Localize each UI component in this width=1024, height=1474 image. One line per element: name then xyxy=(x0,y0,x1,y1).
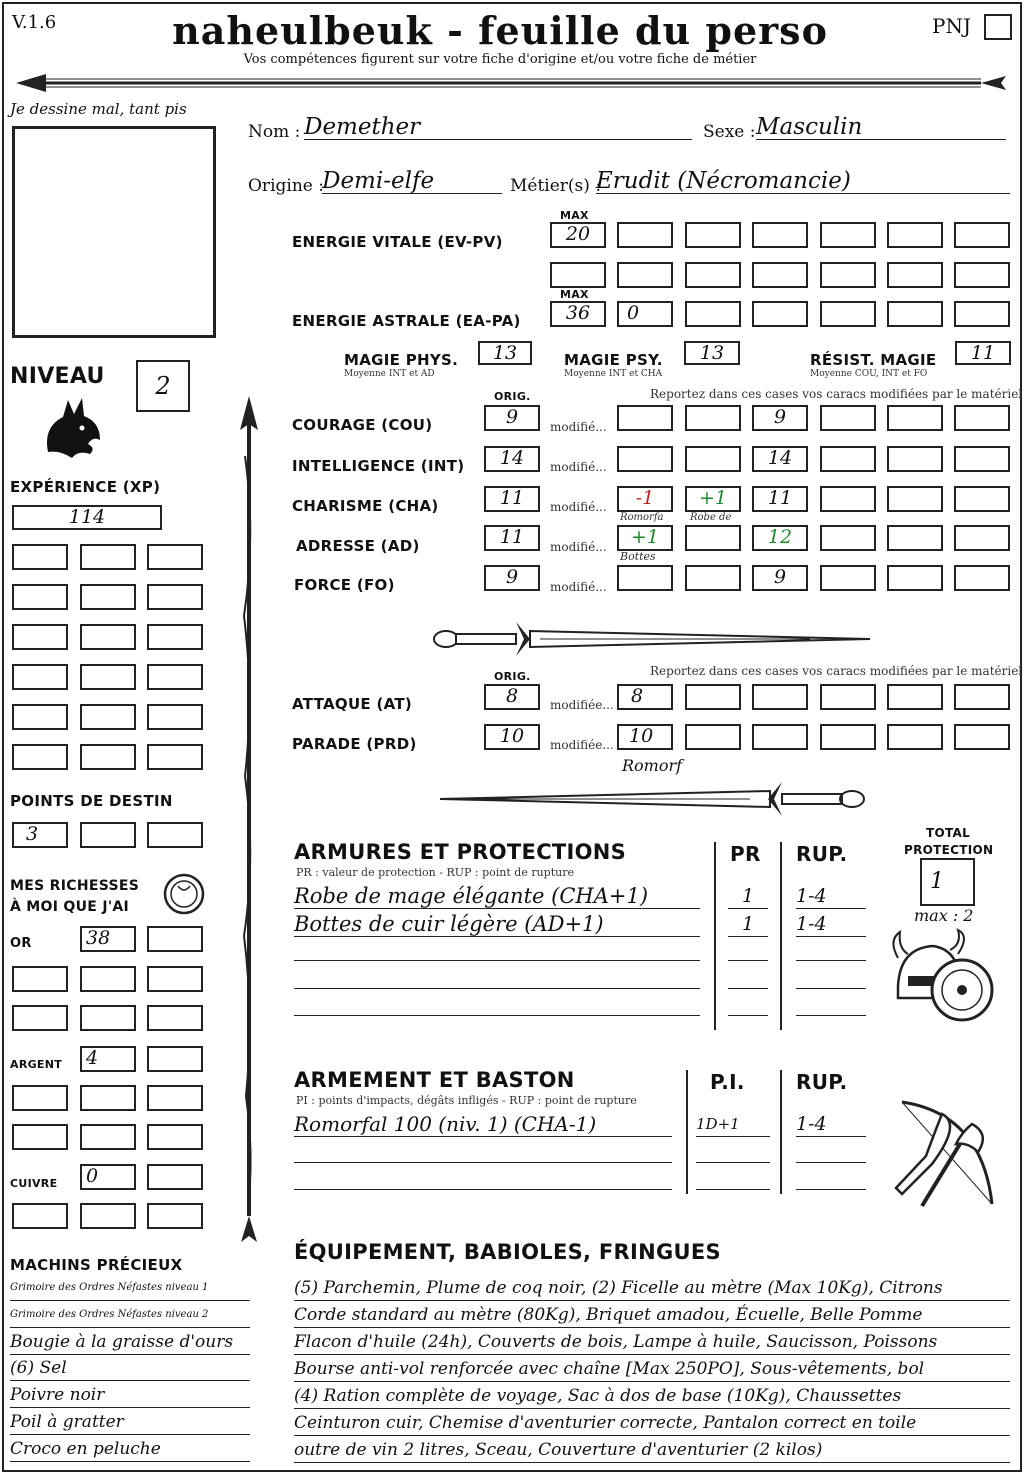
gold-box[interactable] xyxy=(147,1005,203,1031)
equipment-line[interactable]: (5) Parchemin, Plume de coq noir, (2) Ficelle au mètre (Max 10Kg), Citrons xyxy=(294,1276,1010,1301)
silver-box[interactable] xyxy=(147,1085,203,1111)
armor-col-divider xyxy=(780,842,782,1030)
ev-box[interactable] xyxy=(954,222,1010,248)
xp-grid-box[interactable] xyxy=(147,624,203,650)
precious-item[interactable]: Croco en peluche xyxy=(10,1437,250,1462)
armor-item-pr[interactable]: 1 xyxy=(728,884,768,909)
int-mod-box[interactable] xyxy=(685,446,741,472)
prd-orig-box[interactable]: 10 xyxy=(484,724,540,750)
spear-divider-icon xyxy=(6,66,1018,100)
armor-blank-line[interactable] xyxy=(796,960,866,961)
ad-orig-box[interactable]: 11 xyxy=(484,525,540,551)
cha-orig-box[interactable]: 11 xyxy=(484,486,540,512)
sex-label: Sexe : xyxy=(703,122,756,142)
ea-label: ENERGIE ASTRALE (EA-PA) xyxy=(292,312,521,330)
ad-final-box[interactable]: 12 xyxy=(752,525,808,551)
job-field[interactable]: Erudit (Nécromancie) xyxy=(596,168,1010,194)
prd-mod-note: Romorf xyxy=(622,756,683,775)
portrait-box[interactable] xyxy=(12,126,216,338)
stats-report-note: Reportez dans ces cases vos caracs modifiées par le matériel xyxy=(650,387,1023,401)
armor-item-pr[interactable]: 1 xyxy=(728,912,768,937)
cha-label: CHARISME (CHA) xyxy=(292,497,439,515)
magic-phys-label: MAGIE PHYS. xyxy=(344,351,459,369)
equipment-line[interactable]: (4) Ration complète de voyage, Sac à dos de base (10Kg), Chaussettes xyxy=(294,1384,1010,1409)
magic-psy-box[interactable]: 13 xyxy=(684,341,740,365)
pnj-checkbox[interactable] xyxy=(984,14,1012,40)
armor-blank-line[interactable] xyxy=(294,988,700,989)
int-mod-box[interactable] xyxy=(887,446,943,472)
ea-max-box[interactable]: 36 xyxy=(550,301,606,327)
int-mod-box[interactable] xyxy=(954,446,1010,472)
ev-box[interactable] xyxy=(685,222,741,248)
ea-box[interactable] xyxy=(752,301,808,327)
magic-psy-label: MAGIE PSY. xyxy=(564,351,663,369)
int-orig-box[interactable]: 14 xyxy=(484,446,540,472)
xp-grid-box[interactable] xyxy=(12,584,68,610)
silver-box[interactable] xyxy=(80,1124,136,1150)
ea-box[interactable] xyxy=(820,301,876,327)
xp-grid-box[interactable] xyxy=(80,744,136,770)
level-box[interactable]: 2 xyxy=(136,360,190,412)
copper-box[interactable] xyxy=(80,1203,136,1229)
spear-icon xyxy=(232,396,266,1252)
ad-mod-box[interactable] xyxy=(820,525,876,551)
sex-field[interactable]: Masculin xyxy=(756,114,1006,140)
fo-label: FORCE (FO) xyxy=(294,576,395,594)
prd-mod-box[interactable]: 10 xyxy=(617,724,673,750)
subtitle: Vos compétences figurent sur votre fiche d'origine et/ou votre fiche de métier xyxy=(243,52,757,67)
at-mod-box[interactable] xyxy=(752,684,808,710)
prd-modif-label: modifiée... xyxy=(550,738,614,752)
magic-psy-note: Moyenne INT et CHA xyxy=(564,369,663,379)
gold-box[interactable]: 38 xyxy=(80,926,136,952)
prd-mod-box[interactable] xyxy=(685,724,741,750)
armor-blank-line[interactable] xyxy=(294,1015,700,1016)
crossed-weapons-icon xyxy=(882,1094,1006,1214)
equipment-line[interactable]: Flacon d'huile (24h), Couverts de bois, Lampe à huile, Saucisson, Poissons xyxy=(294,1330,1010,1355)
precious-item[interactable]: Poil à gratter xyxy=(10,1410,250,1435)
weapon-item-rup[interactable]: 1-4 xyxy=(796,1112,866,1137)
weapon-blank-line[interactable] xyxy=(796,1189,866,1190)
weapons-pi-header: P.I. xyxy=(710,1070,745,1094)
dragon-icon xyxy=(38,392,108,462)
armor-blank-line[interactable] xyxy=(728,988,768,989)
fo-mod-box[interactable] xyxy=(820,565,876,591)
precious-label: MACHINS PRÉCIEUX xyxy=(10,1256,183,1274)
copper-box[interactable] xyxy=(147,1164,203,1190)
at-mod-box[interactable] xyxy=(887,684,943,710)
cha-mod-box[interactable] xyxy=(820,486,876,512)
prd-mod-box[interactable] xyxy=(752,724,808,750)
total-protection-box[interactable]: 1 xyxy=(920,858,975,906)
gold-box[interactable] xyxy=(80,966,136,992)
weapon-blank-line[interactable] xyxy=(696,1162,770,1163)
weapon-blank-line[interactable] xyxy=(696,1189,770,1190)
armor-title: ARMURES ET PROTECTIONS xyxy=(294,840,627,864)
xp-grid-box[interactable] xyxy=(12,744,68,770)
weapon-blank-line[interactable] xyxy=(294,1162,672,1163)
silver-label: ARGENT xyxy=(10,1058,63,1071)
armor-col-divider xyxy=(714,842,716,1030)
xp-grid-box[interactable] xyxy=(147,544,203,570)
precious-item[interactable]: Grimoire des Ordres Néfastes niveau 2 xyxy=(10,1303,250,1328)
destiny-box[interactable] xyxy=(80,822,136,848)
copper-box[interactable] xyxy=(147,1203,203,1229)
cha-final-box[interactable]: 11 xyxy=(752,486,808,512)
ev-box[interactable] xyxy=(820,222,876,248)
xp-grid-box[interactable] xyxy=(80,704,136,730)
xp-grid-box[interactable] xyxy=(80,584,136,610)
equipment-line[interactable]: Bourse anti-vol renforcée avec chaîne [Max 250PO], Sous-vêtements, bol xyxy=(294,1357,1010,1382)
coin-icon xyxy=(162,872,206,916)
ev-box[interactable] xyxy=(887,222,943,248)
ev-max-box[interactable]: 20 xyxy=(550,222,606,248)
armor-blank-line[interactable] xyxy=(796,1015,866,1016)
armor-note: PR : valeur de protection - RUP : point de rupture xyxy=(296,866,574,879)
ad-modif-label: modifié... xyxy=(550,540,607,554)
fo-mod-box[interactable] xyxy=(685,565,741,591)
copper-box[interactable]: 0 xyxy=(80,1164,136,1190)
cou-final-box[interactable]: 9 xyxy=(752,405,808,431)
combat-report-note: Reportez dans ces cases vos caracs modifiées par le matériel xyxy=(650,664,1023,678)
armor-pr-header: PR xyxy=(730,842,761,866)
gold-box[interactable] xyxy=(12,966,68,992)
total-protection-label-1: TOTAL xyxy=(926,826,971,840)
combat-orig-label: ORIG. xyxy=(494,670,531,683)
job-label: Métier(s) : xyxy=(510,176,602,196)
armor-blank-line[interactable] xyxy=(728,960,768,961)
xp-label: EXPÉRIENCE (XP) xyxy=(10,478,161,496)
ad-mod-box[interactable] xyxy=(887,525,943,551)
destiny-box[interactable]: 3 xyxy=(12,822,68,848)
silver-box[interactable] xyxy=(147,1124,203,1150)
weapon-blank-line[interactable] xyxy=(796,1162,866,1163)
cha-mod-note: Romorfa xyxy=(620,512,664,523)
ea-max-label: MAX xyxy=(560,288,589,301)
at-orig-box[interactable]: 8 xyxy=(484,684,540,710)
gold-box[interactable] xyxy=(147,966,203,992)
name-label: Nom : xyxy=(248,122,301,142)
cha-modif-label: modifié... xyxy=(550,500,607,514)
at-mod-box[interactable]: 8 xyxy=(617,684,673,710)
name-field[interactable]: Demether xyxy=(304,114,692,140)
fo-orig-box[interactable]: 9 xyxy=(484,565,540,591)
portrait-caption: Je dessine mal, tant pis xyxy=(10,100,187,118)
cha-mod-note: Robe de xyxy=(690,512,732,523)
int-modif-label: modifié... xyxy=(550,460,607,474)
cou-mod-box[interactable] xyxy=(887,405,943,431)
ad-mod-box[interactable]: +1 xyxy=(617,525,673,551)
prd-mod-box[interactable] xyxy=(887,724,943,750)
gold-box[interactable] xyxy=(80,1005,136,1031)
xp-grid-box[interactable] xyxy=(80,624,136,650)
ev-box[interactable] xyxy=(752,262,808,288)
xp-grid-box[interactable] xyxy=(80,544,136,570)
cha-mod-box[interactable]: -1 xyxy=(617,486,673,512)
armor-blank-line[interactable] xyxy=(728,1015,768,1016)
silver-box[interactable] xyxy=(80,1085,136,1111)
xp-grid-box[interactable] xyxy=(12,544,68,570)
at-mod-box[interactable] xyxy=(820,684,876,710)
cou-orig-box[interactable]: 9 xyxy=(484,405,540,431)
equipment-line[interactable]: outre de vin 2 litres, Sceau, Couverture d'aventurier (2 kilos) xyxy=(294,1438,1010,1463)
ea-box[interactable] xyxy=(954,301,1010,327)
at-modif-label: modifiée... xyxy=(550,698,614,712)
armor-item-rup[interactable]: 1-4 xyxy=(796,912,866,937)
wealth-label-2: À MOI QUE J'AI xyxy=(10,899,130,915)
max-protection-note: max : 2 xyxy=(914,906,974,925)
weapons-col-divider xyxy=(780,1070,782,1194)
prd-label: PARADE (PRD) xyxy=(292,735,417,753)
armor-item-name[interactable]: Robe de mage élégante (CHA+1) xyxy=(294,884,700,909)
magic-resist-box[interactable]: 11 xyxy=(955,341,1011,365)
silver-box[interactable] xyxy=(147,1046,203,1072)
armor-rup-header: RUP. xyxy=(796,842,848,866)
precious-item[interactable]: (6) Sel xyxy=(10,1356,250,1381)
ev-max-label: MAX xyxy=(560,209,589,222)
origin-field[interactable]: Demi-elfe xyxy=(322,168,502,194)
equipment-line[interactable]: Corde standard au mètre (80Kg), Briquet amadou, Écuelle, Belle Pomme xyxy=(294,1303,1010,1328)
copper-box[interactable] xyxy=(12,1203,68,1229)
xp-grid-box[interactable] xyxy=(12,624,68,650)
cha-mod-box[interactable] xyxy=(954,486,1010,512)
xp-grid-box[interactable] xyxy=(147,704,203,730)
xp-grid-box[interactable] xyxy=(147,744,203,770)
armor-item-rup[interactable]: 1-4 xyxy=(796,884,866,909)
magic-phys-note: Moyenne INT et AD xyxy=(344,369,435,379)
fo-mod-box[interactable] xyxy=(617,565,673,591)
fo-mod-box[interactable] xyxy=(954,565,1010,591)
ev-box[interactable] xyxy=(617,262,673,288)
equipment-line[interactable]: Ceinturon cuir, Chemise d'aventurier correcte, Pantalon correct en toile xyxy=(294,1411,1010,1436)
at-label: ATTAQUE (AT) xyxy=(292,695,413,713)
cou-mod-box[interactable] xyxy=(954,405,1010,431)
magic-resist-note: Moyenne COU, INT et FO xyxy=(810,369,928,379)
at-mod-box[interactable] xyxy=(685,684,741,710)
ev-box[interactable] xyxy=(550,262,606,288)
helmet-shield-icon xyxy=(888,928,998,1038)
silver-box[interactable]: 4 xyxy=(80,1046,136,1072)
silver-box[interactable] xyxy=(12,1124,68,1150)
ev-box[interactable] xyxy=(752,222,808,248)
xp-grid-box[interactable] xyxy=(80,664,136,690)
precious-item[interactable]: Poivre noir xyxy=(10,1383,250,1408)
destiny-label: POINTS DE DESTIN xyxy=(10,792,173,810)
copper-label: CUIVRE xyxy=(10,1177,58,1190)
ea-box[interactable] xyxy=(685,301,741,327)
gold-box[interactable] xyxy=(12,1005,68,1031)
ad-mod-box[interactable] xyxy=(685,525,741,551)
pnj-label: PNJ xyxy=(932,14,971,38)
precious-item[interactable]: Bougie à la graisse d'ours xyxy=(10,1330,250,1355)
destiny-box[interactable] xyxy=(147,822,203,848)
armor-item-name[interactable]: Bottes de cuir légère (AD+1) xyxy=(294,912,700,937)
weapon-item-pi[interactable]: 1D+1 xyxy=(696,1112,770,1137)
gold-box[interactable] xyxy=(147,926,203,952)
magic-resist-label: RÉSIST. MAGIE xyxy=(810,351,937,369)
xp-grid-box[interactable] xyxy=(147,664,203,690)
page-title: naheulbeuk - feuille du perso xyxy=(172,8,828,53)
weapons-col-divider xyxy=(686,1070,688,1194)
int-mod-box[interactable] xyxy=(617,446,673,472)
fo-modif-label: modifié... xyxy=(550,580,607,594)
level-label: NIVEAU xyxy=(10,364,105,389)
cha-mod-box[interactable] xyxy=(887,486,943,512)
weapon-item-name[interactable]: Romorfal 100 (niv. 1) (CHA-1) xyxy=(294,1112,672,1137)
weapons-note: PI : points d'impacts, dégâts infligés - RUP : point de rupture xyxy=(296,1094,637,1107)
fo-final-box[interactable]: 9 xyxy=(752,565,808,591)
equipment-title: ÉQUIPEMENT, BABIOLES, FRINGUES xyxy=(294,1240,721,1264)
ea-box[interactable] xyxy=(887,301,943,327)
ev-box[interactable] xyxy=(954,262,1010,288)
ad-mod-note: Bottes xyxy=(620,550,656,563)
cha-mod-box[interactable]: +1 xyxy=(685,486,741,512)
total-protection-label-2: PROTECTION xyxy=(904,843,994,857)
version-label: V.1.6 xyxy=(12,12,57,33)
stats-orig-label: ORIG. xyxy=(494,390,531,403)
origin-label: Origine : xyxy=(248,176,324,196)
xp-grid-box[interactable] xyxy=(12,664,68,690)
gold-label: OR xyxy=(10,936,32,951)
weapons-title: ARMEMENT ET BASTON xyxy=(294,1068,575,1092)
ea-current-box[interactable]: 0 xyxy=(617,301,673,327)
cou-mod-box[interactable] xyxy=(617,405,673,431)
int-mod-box[interactable] xyxy=(820,446,876,472)
sword-icon xyxy=(430,618,880,660)
ad-mod-box[interactable] xyxy=(954,525,1010,551)
xp-box[interactable]: 114 xyxy=(12,505,162,530)
xp-grid-box[interactable] xyxy=(147,584,203,610)
sword-icon xyxy=(430,778,870,820)
silver-box[interactable] xyxy=(12,1085,68,1111)
prd-mod-box[interactable] xyxy=(954,724,1010,750)
ev-label: ENERGIE VITALE (EV-PV) xyxy=(292,233,503,251)
ev-box[interactable] xyxy=(887,262,943,288)
cou-modif-label: modifié... xyxy=(550,420,607,434)
xp-grid-box[interactable] xyxy=(12,704,68,730)
cou-mod-box[interactable] xyxy=(685,405,741,431)
ad-label: ADRESSE (AD) xyxy=(296,537,420,555)
wealth-label-1: MES RICHESSES xyxy=(10,878,140,894)
ev-box[interactable] xyxy=(820,262,876,288)
armor-blank-line[interactable] xyxy=(294,960,700,961)
at-mod-box[interactable] xyxy=(954,684,1010,710)
prd-mod-box[interactable] xyxy=(820,724,876,750)
fo-mod-box[interactable] xyxy=(887,565,943,591)
cou-mod-box[interactable] xyxy=(820,405,876,431)
precious-item[interactable]: Grimoire des Ordres Néfastes niveau 1 xyxy=(10,1276,250,1301)
ev-box[interactable] xyxy=(617,222,673,248)
weapons-rup-header: RUP. xyxy=(796,1070,848,1094)
cou-label: COURAGE (COU) xyxy=(292,416,433,434)
armor-blank-line[interactable] xyxy=(796,988,866,989)
int-label: INTELLIGENCE (INT) xyxy=(292,457,465,475)
weapon-blank-line[interactable] xyxy=(294,1189,672,1190)
magic-phys-box[interactable]: 13 xyxy=(478,341,532,365)
int-final-box[interactable]: 14 xyxy=(752,446,808,472)
ev-box[interactable] xyxy=(685,262,741,288)
